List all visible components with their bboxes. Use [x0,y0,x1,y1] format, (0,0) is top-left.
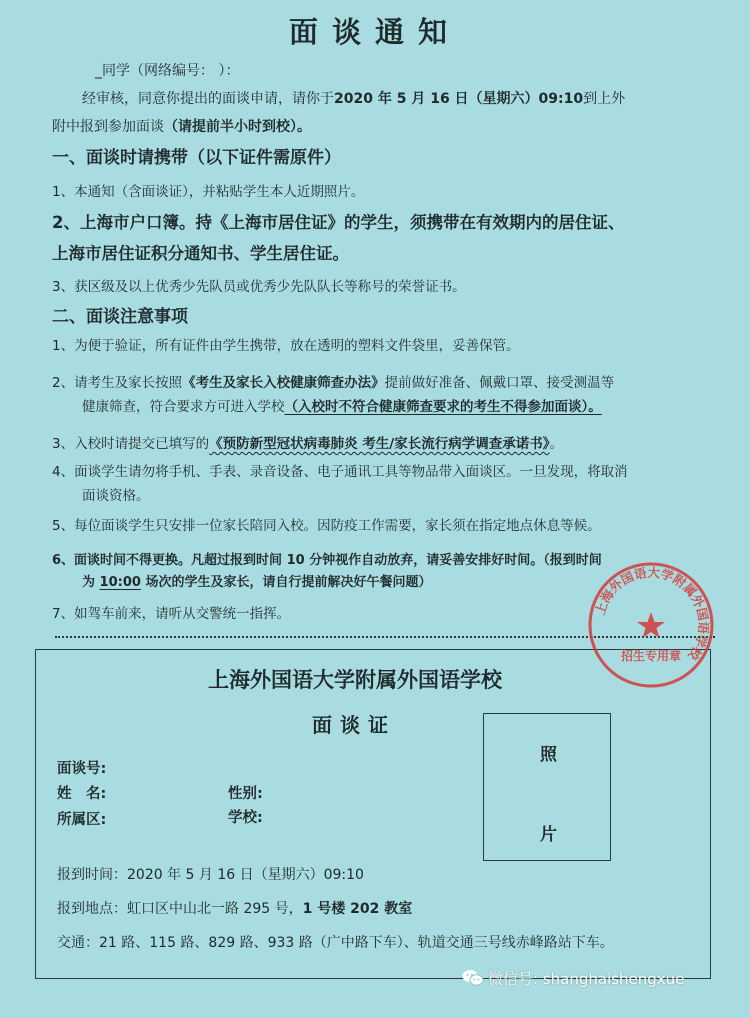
section2-item-2-line-1 [52,371,614,391]
screening-warning: （入校时不符合健康筛查要求的考生不得参加面谈）。 [284,399,602,415]
card-transport: 交通：21 路、115 路、829 路、933 路（广中路下车）、轨道交通三号线赤峰路站下车。 [57,935,614,951]
item6-text-tail: 场次的学生及家长，请自行提前解决好午餐问题） [140,575,432,590]
section2-item-6-line-2 [82,571,431,590]
seal-star-icon [637,612,665,638]
card-label-gender: 性别: [228,786,263,802]
wechat-watermark [462,968,684,989]
item3-tail: 。 [549,436,563,452]
section2-item-4-line-1: 4、面谈学生请勿将手机、手表、录音设备、电子通讯工具等物品带入面谈区。一旦发现，将取消 [52,464,628,480]
health-screening-doc: 《考生及家长入校健康筛查办法》 [182,375,385,391]
item3-text: 3、入校时请提交已填写的 [52,436,210,452]
page-title: 面谈通知 [288,15,461,49]
interview-date: 2020 年 5 月 16 日（星期六）09:10 [334,91,584,107]
section2-item-2-line-2 [82,395,602,415]
salutation [95,60,239,80]
section1-item-1: 1、本通知（含面谈证），并粘贴学生本人近期照片。 [52,184,365,200]
card-label-school: 学校: [228,810,263,826]
epidemiology-pledge-doc: 《预防新型冠状病毒肺炎 考生/家长流行病学调查承诺书》 [209,436,550,452]
school-seal-stamp [586,560,716,690]
watermark-text: 微信号: shanghaishengxue [488,970,685,988]
section2-item-5: 5、每位面谈学生只安排一位家长陪同入校。因防疫工作需要，家长须在指定地点休息等候。 [52,518,601,534]
card-title: 面谈证 [312,713,396,737]
section2-heading: 二、面谈注意事项 [52,307,188,327]
section1-item-2-line-2: 上海市居住证积分通知书、学生居住证。 [52,244,349,263]
report-place-room: 1 号楼 202 教室 [302,901,413,917]
arrive-early-note: （请提前半小时到校）。 [164,119,311,135]
item2-line2-text: 健康筛查，符合要求方可进入学校 [82,399,285,415]
section2-item-3 [52,432,563,452]
intro-text: 经审核，同意你提出的面谈申请，请你于 [82,91,334,107]
intro-line-2 [52,116,311,136]
card-label-district: 所属区: [57,812,107,828]
card-label-name: 姓 名: [57,786,107,802]
section1-item-3: 3、获区级及以上优秀少先队员或优秀少先队队长等称号的荣誉证书。 [52,279,466,295]
intro-line-1 [82,88,625,108]
item2-text: 2、请考生及家长按照 [52,375,183,391]
photo-char-1: 照 [540,745,557,765]
card-report-place [57,898,412,918]
salutation-text: 同学（网络编号： ）： [102,63,240,79]
intro-text-2: 附中报到参加面谈 [52,119,164,135]
report-place-address: 报到地点：虹口区中山北一路 295 号， [57,901,303,917]
photo-box [483,713,611,861]
salutation-blank: _ [95,63,102,79]
photo-char-2: 片 [540,825,557,845]
section2-item-7: 7、如驾车前来，请听从交警统一指挥。 [52,606,291,622]
session-time: 10:00 [99,575,141,590]
section2-item-1: 1、为便于验证，所有证件由学生携带，放在透明的塑料文件袋里，妥善保管。 [52,338,520,354]
seal-ring-text: 上海外国语大学附属外国语学校 [592,564,712,663]
section1-item-2-line-1: 2、上海市户口簿。持《上海市居住证》的学生，须携带在有效期内的居住证、 [52,213,625,232]
card-report-time: 报到时间：2020 年 5 月 16 日（星期六）09:10 [57,867,364,883]
card-school-name: 上海外国语大学附属外国语学校 [208,667,502,692]
item6-text: 为 [82,575,100,590]
card-label-interview-no: 面谈号: [57,761,107,777]
intro-text-tail: 到上外 [583,91,626,107]
section2-item-4-line-2: 面谈资格。 [82,488,150,504]
section2-item-6-line-1: 6、面谈时间不得更换。凡超过报到时间 10 分钟视作自动放弃，请妥善安排好时间。（报到时间 [52,553,602,568]
item2-text-tail: 提前做好准备、佩戴口罩、接受测温等 [384,375,615,391]
section1-heading: 一、面谈时请携带（以下证件需原件） [52,148,341,168]
wechat-icon [462,969,484,987]
seal-center-text: 招生专用章 [620,649,682,663]
